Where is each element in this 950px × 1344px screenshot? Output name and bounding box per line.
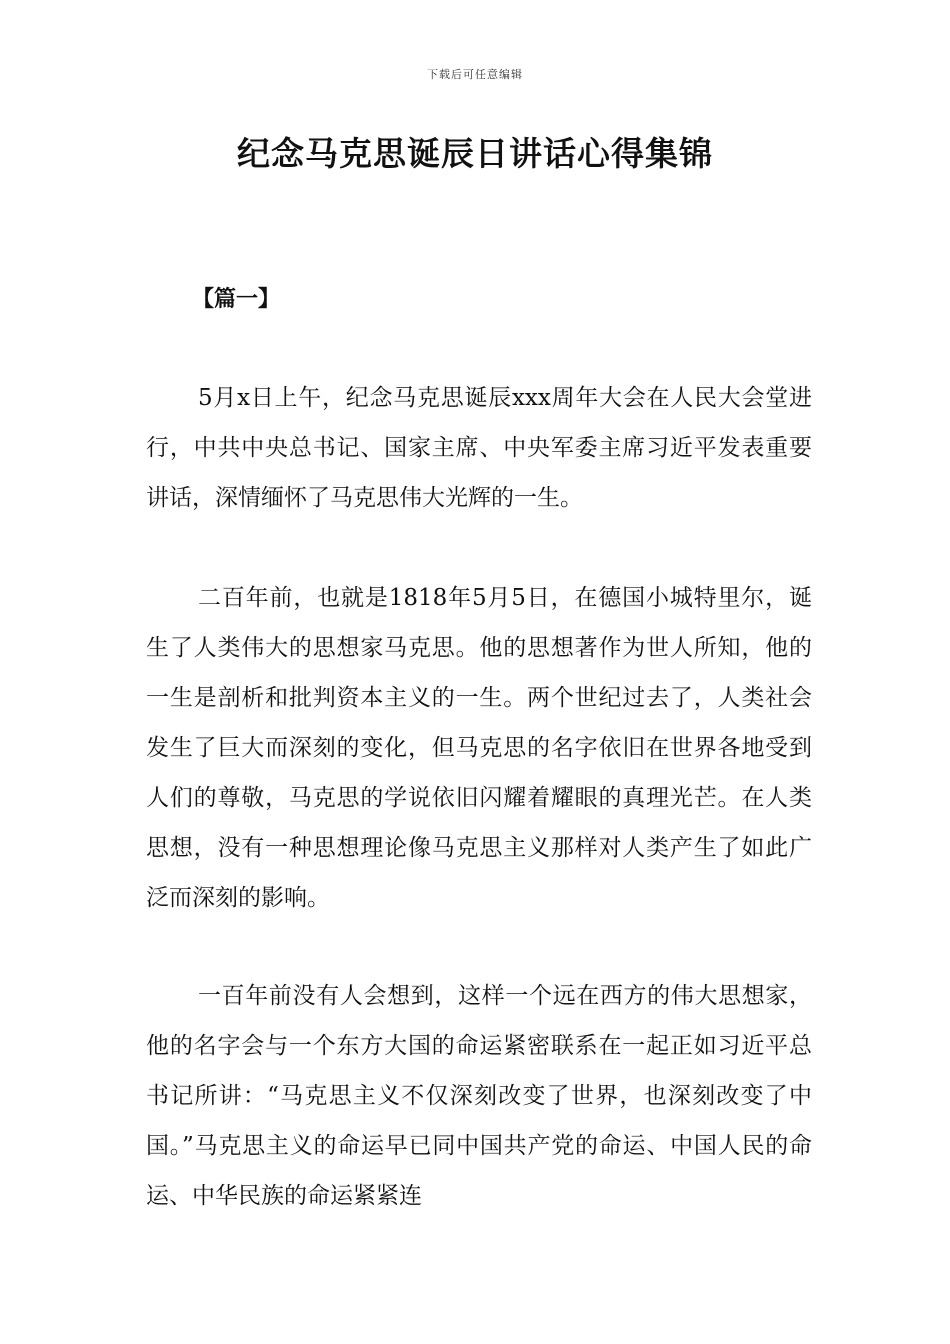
paragraph-2: 二百年前，也就是1818年5月5日，在德国小城特里尔，诞生了人类伟大的思想家马克思。他的思想著作为世人所知，他的一生是剖析和批判资本主义的一生。两个世纪过去了，人类社会发生了巨大而深刻的变化，但马克思的名字依旧在世界各地受到人们的尊敬，马克思的学说依旧闪耀着耀眼的真理光芒。在人类思想，没有一种思想理论像马克思主义那样对人类产生了如此广泛而深刻的影响。 — [146, 585, 812, 911]
header-note: 下载后可任意编辑 — [427, 68, 523, 81]
document-title: 纪念马克思诞辰日讲话心得集锦 — [237, 134, 713, 173]
section-label: 【篇一】 — [192, 286, 281, 312]
paragraph-3: 一百年前没有人会想到，这样一个远在西方的伟大思想家，他的名字会与一个东方大国的命运紧密联系在一起正如习近平总书记所讲：“马克思主义不仅深刻改变了世界，也深刻改变了中国。”马克思主义的命运早已同中国共产党的命运、中国人民的命运、中华民族的命运紧紧连 — [146, 983, 812, 1209]
paragraph-1: 5月x日上午，纪念马克思诞辰xxx周年大会在人民大会堂进行，中共中央总书记、国家主席、中央军委主席习近平发表重要讲话，深情缅怀了马克思伟大光辉的一生。 — [146, 385, 812, 511]
